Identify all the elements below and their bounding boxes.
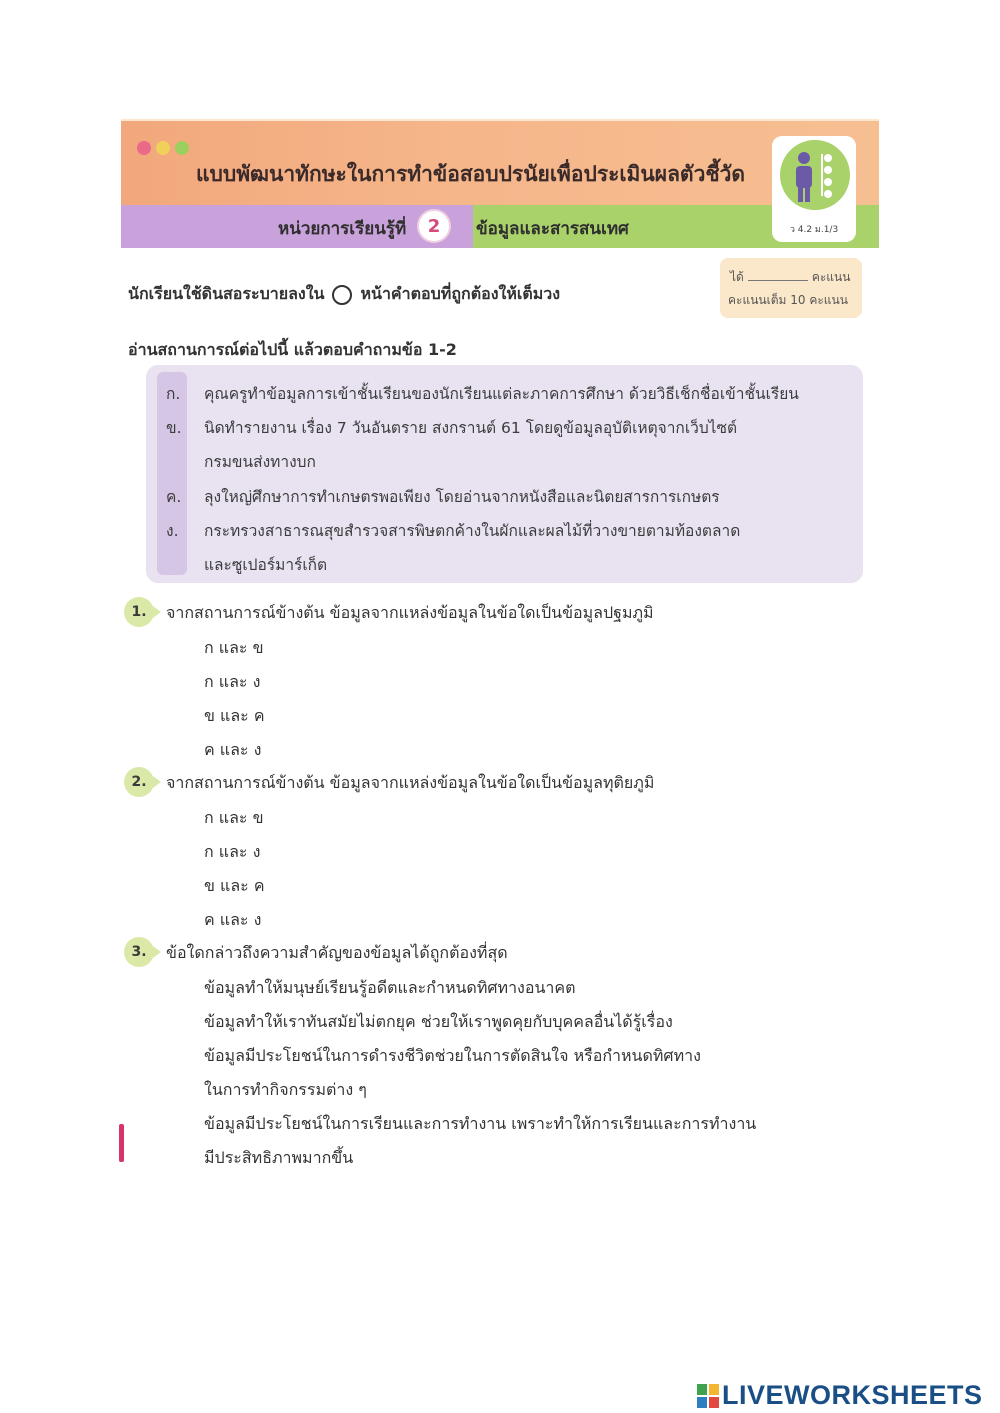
instruction-after: หน้าคำตอบที่ถูกต้องให้เต็มวง <box>360 284 561 303</box>
window-dot-red <box>137 141 151 155</box>
instruction <box>128 282 560 307</box>
scenario-text: กรมขนส่งทางบก <box>204 453 316 471</box>
answer-option[interactable]: ข้อมูลทำให้มนุษย์เรียนรู้อดีตและกำหนดทิศทางอนาคต <box>204 978 576 997</box>
answer-option[interactable]: ก และ ข <box>204 808 264 827</box>
read-heading: อ่านสถานการณ์ต่อไปนี้ แล้วตอบคำถามข้อ 1-2 <box>128 340 457 359</box>
unit-label: หน่วยการเรียนรู้ที่ <box>278 219 407 239</box>
answer-option[interactable]: ข้อมูลมีประโยชน์ในการดำรงชีวิตช่วยในการตัดสินใจ หรือกำหนดทิศทาง <box>204 1046 701 1065</box>
instruction-before: นักเรียนใช้ดินสอระบายลงใน <box>128 284 325 303</box>
scenario-text: คุณครูทำข้อมูลการเข้าชั้นเรียนของนักเรียนแต่ละภาคการศึกษา ด้วยวิธีเช็กชื่อเข้าชั้นเรียน <box>204 385 799 403</box>
answer-option[interactable]: ก และ ง <box>204 672 261 691</box>
score-blank[interactable] <box>748 280 808 281</box>
question-text: จากสถานการณ์ข้างต้น ข้อมูลจากแหล่งข้อมูลในข้อใดเป็นข้อมูลปฐมภูมิ <box>166 603 654 622</box>
question-text: ข้อใดกล่าวถึงความสำคัญของข้อมูลได้ถูกต้องที่สุด <box>166 943 508 962</box>
answer-bubble-icon <box>332 285 352 305</box>
page-edge-marker <box>119 1124 124 1162</box>
scenario-mark: ข. <box>166 419 182 437</box>
unit-name: ข้อมูลและสารสนเทศ <box>476 219 629 239</box>
answer-option-continuation: มีประสิทธิภาพมากขึ้น <box>204 1148 354 1167</box>
person-checklist-icon <box>780 140 850 210</box>
indicator-badge <box>780 140 850 210</box>
liveworksheets-wordmark: LIVEWORKSHEETS <box>722 1380 983 1410</box>
scenario-text: นิดทำรายงาน เรื่อง 7 วันอันตราย สงกรานต์ 61 โดยดูข้อมูลอุบัติเหตุจากเว็บไซต์ <box>204 419 738 437</box>
scenario-mark: ค. <box>166 488 182 506</box>
score-unit: คะแนน <box>811 270 851 284</box>
answer-option[interactable]: ข้อมูลมีประโยชน์ในการเรียนและการทำงาน เพราะทำให้การเรียนและการทำงาน <box>204 1114 757 1133</box>
score-got <box>730 268 850 287</box>
scenario-mark: ง. <box>166 522 179 540</box>
scenario-text: และซูเปอร์มาร์เก็ต <box>204 556 328 574</box>
liveworksheets-logo-icon <box>697 1384 719 1408</box>
scenario-text: กระทรวงสาธารณสุขสำรวจสารพิษตกค้างในผักและผลไม้ที่วางขายตามท้องตลาด <box>204 522 741 540</box>
question-text: จากสถานการณ์ข้างต้น ข้อมูลจากแหล่งข้อมูลในข้อใดเป็นข้อมูลทุติยภูมิ <box>166 773 655 792</box>
question-number-badge: 2. <box>124 767 154 797</box>
unit-number-badge: 2 <box>417 209 451 243</box>
score-full: คะแนนเต็ม 10 คะแนน <box>728 293 848 307</box>
scenario-mark: ก. <box>166 385 181 403</box>
window-dot-yellow <box>156 141 170 155</box>
question-number-badge: 1. <box>124 597 154 627</box>
answer-option[interactable]: ข้อมูลทำให้เราทันสมัยไม่ตกยุค ช่วยให้เราพูดคุยกับบุคคลอื่นได้รู้เรื่อง <box>204 1012 673 1031</box>
indicator-code: ว 4.2 ม.1/3 <box>789 225 839 235</box>
answer-option[interactable]: ก และ ข <box>204 638 264 657</box>
question-number-badge: 3. <box>124 937 154 967</box>
answer-option[interactable]: ข และ ค <box>204 706 265 725</box>
score-got-label: ได้ <box>730 270 744 284</box>
answer-option[interactable]: ข และ ค <box>204 876 265 895</box>
answer-option[interactable]: ค และ ง <box>204 740 262 759</box>
liveworksheets-logo <box>697 1380 983 1411</box>
answer-option[interactable]: ก และ ง <box>204 842 261 861</box>
answer-option-continuation: ในการทำกิจกรรมต่าง ๆ <box>204 1080 367 1099</box>
worksheet-title: แบบพัฒนาทักษะในการทำข้อสอบปรนัยเพื่อประเมินผลตัวชี้วัด <box>196 162 746 186</box>
answer-option[interactable]: ค และ ง <box>204 910 262 929</box>
scenario-text: ลุงใหญ่ศึกษาการทำเกษตรพอเพียง โดยอ่านจากหนังสือและนิตยสารการเกษตร <box>204 488 720 506</box>
window-dot-green <box>175 141 189 155</box>
